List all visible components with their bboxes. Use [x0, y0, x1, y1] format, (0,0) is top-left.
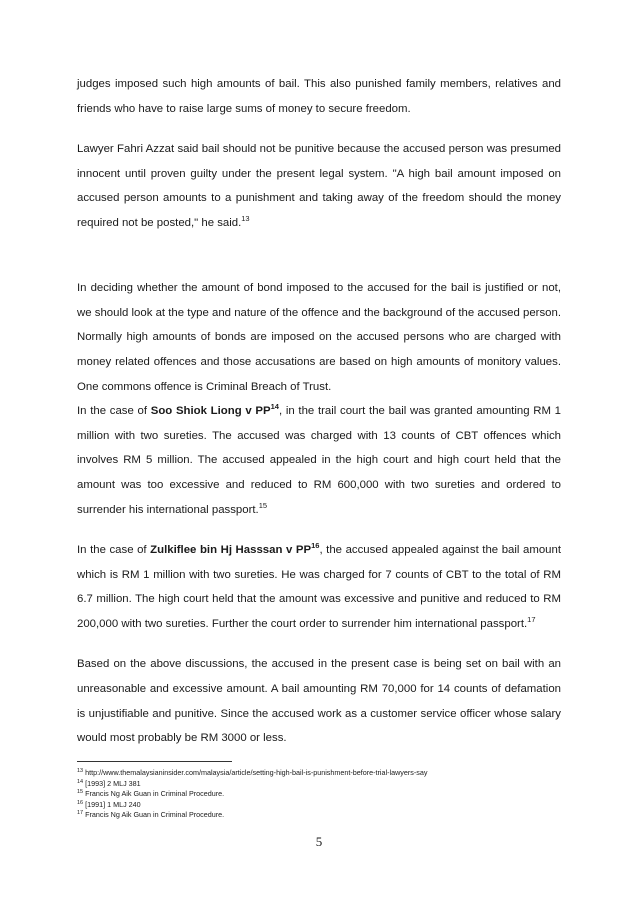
footnote-text: Francis Ng Aik Guan in Criminal Procedure. [85, 810, 225, 820]
paragraph-text: judges imposed such high amounts of bail. This also punished family members, relatives and friends who have to raise large sums of money to secure freedom. [77, 78, 561, 115]
footnote-ref-13[interactable]: 13 [241, 213, 250, 223]
footnotes [77, 768, 561, 821]
footnote-text: [1991] 1 MLJ 240 [85, 799, 141, 809]
paragraph-text: In the case of [77, 544, 151, 557]
footnote-number: 14 [77, 778, 84, 785]
case-name: Zulkiflee bin Hj Hasssan v PP [150, 544, 312, 557]
footnote-number: 15 [77, 789, 84, 796]
paragraph-text: In the case of [77, 405, 151, 418]
footnote-separator [77, 761, 232, 762]
footnote-16 [77, 800, 561, 811]
paragraph-text: Lawyer Fahri Azzat said bail should not be punitive because the accused person was presumed innocent until proven guilty under the present legal system. "A high bail amount imposed on accused person amounts to a punishment and taking away of the freedom should the money required not be posted," he said. [77, 143, 561, 229]
paragraph-conclusion [77, 652, 561, 750]
footnote-17 [77, 810, 561, 821]
paragraph-soo-shiok-liong-case [77, 399, 561, 522]
footnote-ref-14[interactable]: 14 [270, 402, 279, 412]
footnote-number: 17 [77, 810, 84, 817]
footnote-ref-15[interactable]: 15 [258, 500, 268, 510]
footnote-ref-16[interactable]: 16 [311, 541, 320, 551]
paragraph-text: In deciding whether the amount of bond imposed to the accused for the bail is justified or not, we should look at the type and nature of the offence and the background of the accused person. Normally high amounts of bonds are imposed on the accused persons who are charged with money related offences and those accusations are based on high amounts of monitory values. One commons offence is Criminal Breach of Trust. [77, 282, 561, 393]
footnote-number: 16 [77, 799, 84, 806]
footnote-13 [77, 768, 561, 779]
paragraph-lawyer-quote [77, 137, 561, 235]
footnote-text: [1993] 2 MLJ 381 [85, 778, 141, 788]
footnote-ref-17[interactable]: 17 [527, 614, 536, 624]
footnote-number: 13 [77, 768, 84, 774]
footnote-text: Francis Ng Aik Guan in Criminal Procedure. [85, 789, 225, 799]
footnote-15 [77, 789, 561, 800]
paragraph-zulkiflee-case [77, 538, 561, 636]
paragraph-text: , the accused appealed against the bail amount which is RM 1 million with two sureties. He was charged for 7 counts of CBT to the total of RM 6.7 million. The high court held that the amount was excessive and punitive and reduced to RM 200,000 with two sureties. Further the court order to surrender him international passport. [77, 544, 562, 630]
page-number: 5 [315, 834, 323, 849]
footnote-text[interactable]: http://www.themalaysianinsider.com/malaysia/article/setting-high-bail-is-punishment-before-trial-lawyers-say [85, 768, 428, 777]
paragraph-bond-justification [77, 276, 561, 399]
paragraph-text: Based on the above discussions, the accused in the present case is being set on bail with an unreasonable and excessive amount. A bail amounting RM 70,000 for 14 counts of defamation is unjustifiable and punitive. Since the accused work as a customer service officer whose salary would most probably be RM 3000 or less. [77, 658, 561, 745]
footnote-14 [77, 779, 561, 790]
paragraph-text: , in the trail court the bail was granted amounting RM 1 million with two sureties. The accused was charged with 13 counts of CBT offences which involves RM 5 million. The accused appealed in the high court and high court held that the amount was too excessive and reduced to RM 600,000 with two sureties and ordered to surrender his international passport. [77, 405, 561, 516]
document-body [77, 72, 561, 751]
case-name: Soo Shiok Liong v PP [150, 405, 271, 418]
paragraph-bail-continuation [77, 72, 561, 121]
